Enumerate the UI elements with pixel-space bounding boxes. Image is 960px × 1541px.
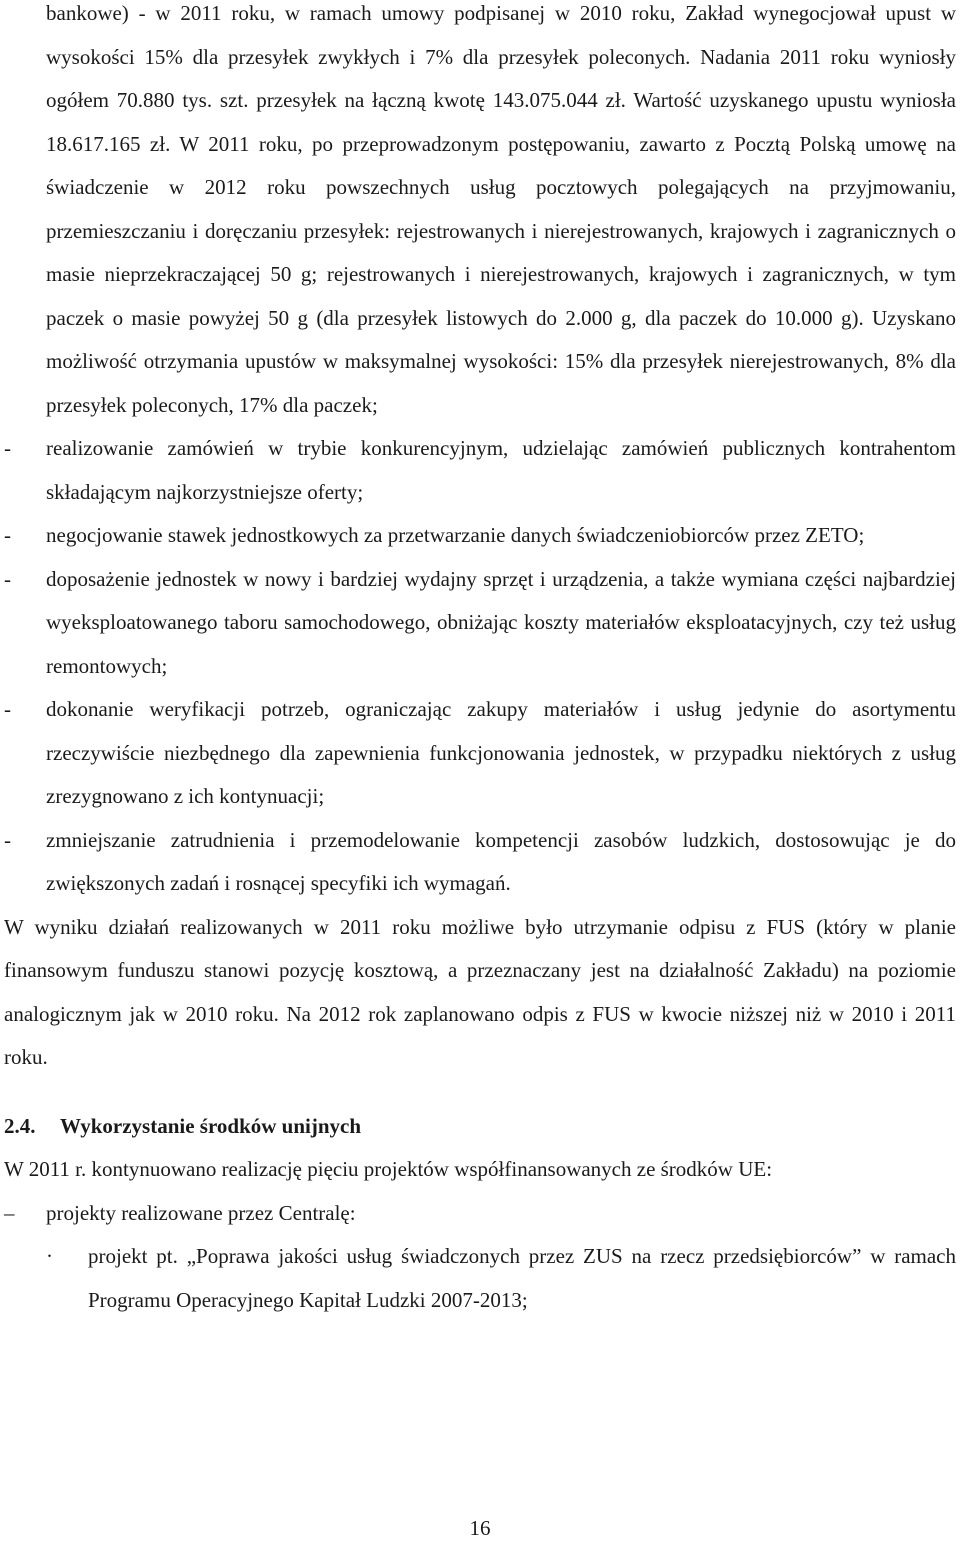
intro-paragraph: bankowe) - w 2011 roku, w ramach umowy podpisanej w 2010 roku, Zakład wynegocjował upust w wysokości 15% dla przesyłek zwykłych i 7% dla przesyłek poleconych. Nadania 2011 roku wyniosły ogółem 70.880 tys. szt. przesyłek na łączną kwotę 143.075.044 zł. Wartość uzyskanego upustu wyniosła 18.617.165 zł. W 2011 roku, po przeprowadzonym postępowaniu, zawarto z Pocztą Polską umowę na świadczenie w 2012 roku powszechnych usług pocztowych polegających na przyjmowaniu, przemieszczaniu i doręczaniu przesyłek: rejestrowanych i nierejestrowanych, krajowych i zagranicznych o masie nieprzekraczającej 50 g; rejestrowanych i nierejestrowanych, krajowych i zagranicznych, w tym paczek o masie powyżej 50 g (dla przesyłek listowych do 2.000 g, dla paczek do 10.000 g). Uzyskano możliwość otrzymania upustów w maksymalnej wysokości: 15% dla przesyłek nierejestrowanych, 8% dla przesyłek poleconych, 17% dla paczek; — [46, 1, 956, 417]
list-item — [4, 819, 956, 906]
list-item-text: negocjowanie stawek jednostkowych za przetwarzanie danych świadczeniobiorców przez ZETO; — [46, 523, 865, 547]
list-item — [4, 558, 956, 689]
bullet-dash: - — [4, 523, 11, 547]
list-item — [4, 1192, 956, 1236]
bullet-dash: - — [4, 436, 11, 460]
sub-list-item — [4, 1235, 956, 1322]
bullet-dash: - — [4, 697, 11, 721]
list-item-text: zmniejszanie zatrudnienia i przemodelowanie kompetencji zasobów ludzkich, dostosowując je do zwiększonych zadań i rosnącej specyfiki ich wymagań. — [46, 827, 956, 895]
bullet-dash: - — [4, 827, 11, 852]
list-item — [4, 427, 956, 514]
fus-paragraph: W wyniku działań realizowanych w 2011 roku możliwe było utrzymanie odpisu z FUS (który w planie finansowym funduszu stanowi pozycję kosztową, a przeznaczany jest na działalność Zakładu) na poziomie analogicznym jak w 2010 roku. Na 2012 rok zaplanowano odpis z FUS w kwocie niższej niż w 2010 i 2011 roku. — [4, 914, 956, 1069]
bullet-dash: - — [4, 566, 11, 591]
list-item-text: realizowanie zamówień w trybie konkurencyjnym, udzielając zamówień publicznych kontrahentom składającym najkorzystniejsze oferty; — [46, 436, 956, 504]
list-item-text: dokonanie weryfikacji potrzeb, ograniczając zakupy materiałów i usług jedynie do asortymentu rzeczywiście niezbędnego dla zapewnienia funkcjonowania jednostek, w przypadku niektórych z usług zrezygnowano z ich kontynuacji; — [46, 697, 956, 808]
section-intro: W 2011 r. kontynuowano realizację pięciu projektów współfinansowanych ze środków UE: — [4, 1157, 773, 1181]
section-heading — [4, 1105, 956, 1149]
page-number: 16 — [469, 1516, 491, 1540]
list-item-text: doposażenie jednostek w nowy i bardziej wydajny sprzęt i urządzenia, a także wymiana części najbardziej wyeksploatowanego taboru samochodowego, obniżając koszty materiałów eksploatacyjnych, czy też usług remontowych; — [46, 566, 956, 678]
section-title: Wykorzystanie środków unijnych — [60, 1113, 362, 1138]
bullet-dot: · — [46, 1244, 53, 1268]
list-item-text: projekty realizowane przez Centralę: — [46, 1200, 356, 1225]
bullet-dash: – — [4, 1200, 15, 1225]
eu-projects-list — [4, 1192, 956, 1236]
document-page — [4, 0, 956, 1322]
list-item — [4, 514, 956, 558]
list-item — [4, 688, 956, 819]
section-number: 2.4. — [4, 1113, 36, 1138]
cost-reduction-list — [4, 427, 956, 906]
sub-list-item-text: projekt pt. „Poprawa jakości usług świadczonych przez ZUS na rzecz przedsiębiorców” w ramach Programu Operacyjnego Kapitał Ludzki 2007-2013; — [88, 1244, 956, 1312]
